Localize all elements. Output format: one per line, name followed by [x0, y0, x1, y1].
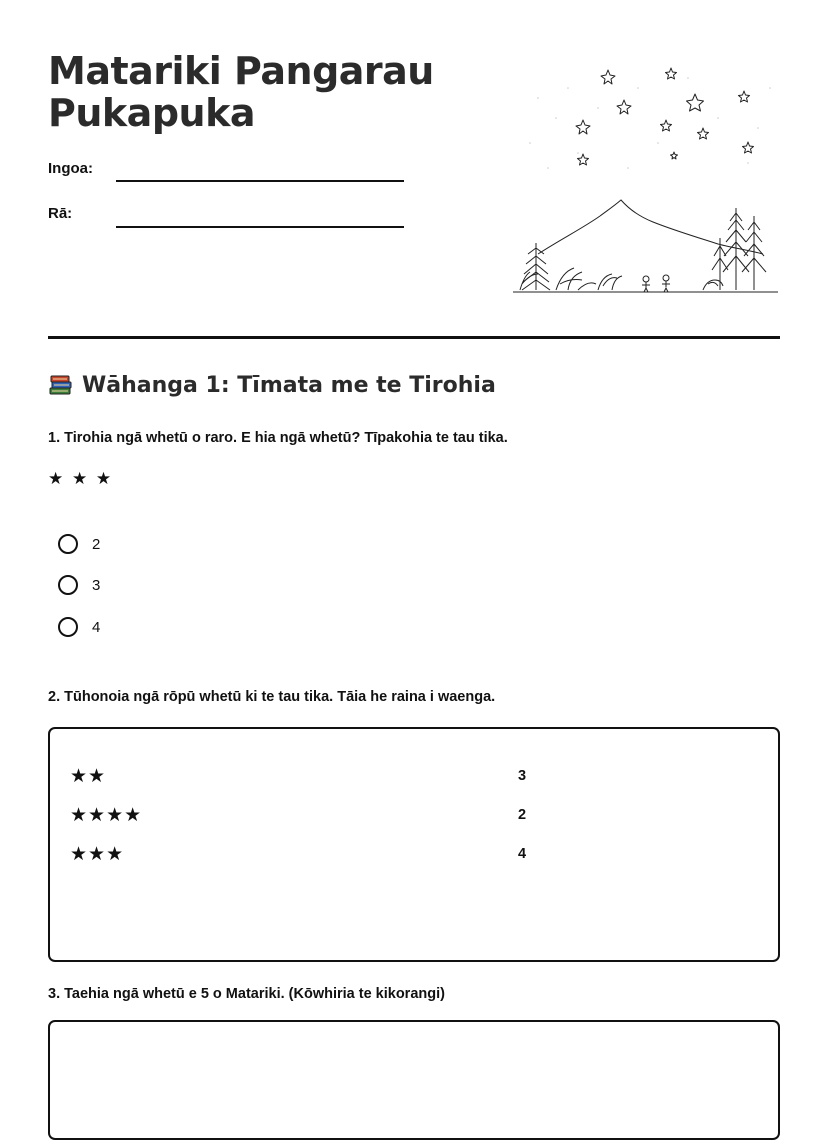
radio-button[interactable]	[58, 617, 78, 637]
question-3: 3. Taehia ngā whetū e 5 o Matariki. (Kōwhiria te kikorangi)	[48, 986, 445, 1002]
question-2: 2. Tūhonoia ngā rōpū whetū ki te tau tika. Tāia he raina i waenga.	[48, 689, 496, 705]
star-group-left[interactable]: ★★	[70, 766, 107, 787]
mountain-stars-illustration	[508, 58, 784, 302]
star-group-left[interactable]: ★★★★	[70, 805, 143, 826]
date-label: Rā:	[48, 205, 73, 222]
title-line-1: Matariki Pangarau	[48, 49, 434, 93]
title-line-2: Pukapuka	[48, 91, 255, 135]
option-label: 3	[92, 576, 101, 594]
coloring-box[interactable]	[48, 1020, 780, 1140]
option-4[interactable]	[58, 617, 100, 637]
matching-box[interactable]	[48, 727, 780, 962]
star-group-left[interactable]: ★★★	[70, 844, 125, 865]
name-line[interactable]	[116, 180, 404, 182]
option-2[interactable]	[58, 534, 100, 554]
header-divider	[48, 336, 780, 339]
number-right[interactable]: 3	[518, 768, 527, 784]
books-icon	[48, 372, 74, 398]
option-label: 2	[92, 535, 101, 553]
option-3[interactable]	[58, 575, 100, 595]
radio-button[interactable]	[58, 575, 78, 595]
section-1-label: Wāhanga 1: Tīmata me te Tirohia	[82, 372, 496, 398]
question-1: 1. Tirohia ngā whetū o raro. E hia ngā whetū? Tīpakohia te tau tika.	[48, 430, 508, 446]
name-label: Ingoa:	[48, 160, 93, 177]
worksheet-title	[48, 50, 434, 134]
date-line[interactable]	[116, 226, 404, 228]
number-right[interactable]: 2	[518, 807, 527, 823]
option-label: 4	[92, 618, 101, 636]
section-1-title	[48, 372, 496, 398]
radio-button[interactable]	[58, 534, 78, 554]
question-1-stars: ★ ★ ★	[48, 469, 114, 488]
number-right[interactable]: 4	[518, 846, 527, 862]
